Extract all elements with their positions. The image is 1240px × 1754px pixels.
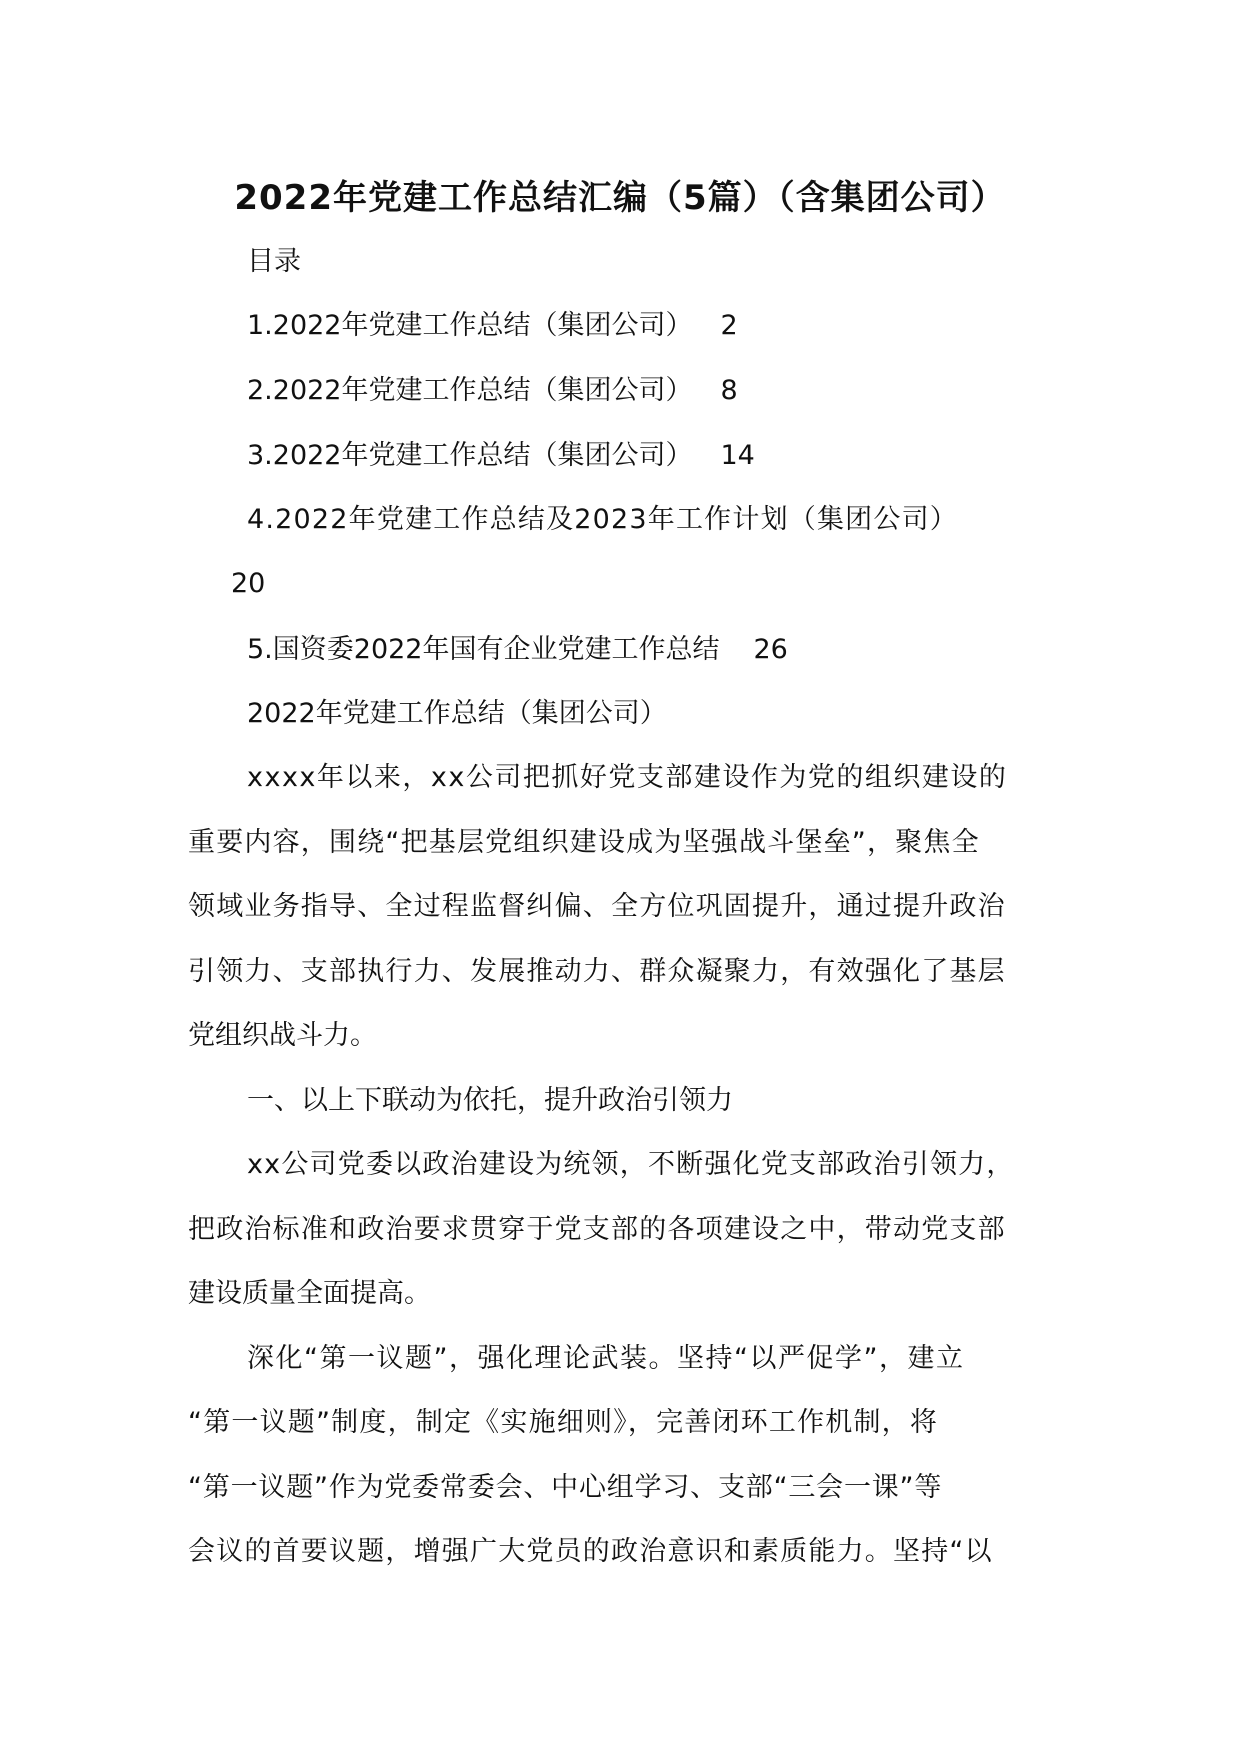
toc-entry-label: 3.2022年党建工作总结（集团公司） [247, 440, 693, 471]
section-title: 2022年党建工作总结（集团公司） [247, 698, 667, 729]
toc-entry-page-wrapped: 20 [231, 568, 266, 599]
paragraph-line: 会议的首要议题，增强广大党员的政治意识和素质能力。坚持“以 [188, 1536, 993, 1567]
paragraph-line: 把政治标准和政治要求贯穿于党支部的各项建设之中，带动党支部 [188, 1214, 1006, 1245]
paragraph-line: xx公司党委以政治建设为统领，不断强化党支部政治引领力， [247, 1149, 1015, 1180]
toc-entry-label: 1.2022年党建工作总结（集团公司） [247, 310, 693, 341]
toc-entry-label: 4.2022年党建工作总结及2023年工作计划（集团公司） [247, 504, 958, 535]
paragraph-line: 深化“第一议题”，强化理论武装。坚持“以严促学”，建立 [247, 1343, 965, 1374]
paragraph-line: xxxx年以来，xx公司把抓好党支部建设作为党的组织建设的 [247, 762, 1008, 793]
section-heading: 一、以上下联动为依托，提升政治引领力 [247, 1085, 733, 1116]
toc-heading: 目录 [247, 246, 301, 277]
toc-entry[interactable] [247, 630, 788, 670]
toc-entry[interactable] [247, 436, 755, 476]
paragraph-line: 引领力、支部执行力、发展推动力、群众凝聚力，有效强化了基层 [188, 956, 1006, 987]
toc-entry[interactable] [247, 371, 738, 411]
toc-entry-label: 2.2022年党建工作总结（集团公司） [247, 375, 693, 406]
paragraph-line: 党组织战斗力。 [188, 1020, 377, 1051]
paragraph-line: “第一议题”制度，制定《实施细则》，完善闭环工作机制，将 [188, 1407, 939, 1438]
toc-entry-page: 8 [720, 375, 738, 406]
toc-entry[interactable] [247, 500, 958, 540]
paragraph-line: “第一议题”作为党委常委会、中心组学习、支部“三会一课”等 [188, 1472, 943, 1503]
toc-entry-page: 2 [720, 310, 738, 341]
paragraph-line: 重要内容，围绕“把基层党组织建设成为坚强战斗堡垒”，聚焦全 [188, 827, 980, 858]
toc-entry-page: 14 [720, 440, 755, 471]
paragraph-line: 建设质量全面提高。 [188, 1278, 431, 1309]
toc-entry-page: 26 [753, 634, 788, 665]
paragraph-line: 领域业务指导、全过程监督纠偏、全方位巩固提升，通过提升政治 [188, 891, 1006, 922]
toc-entry-label: 5.国资委2022年国有企业党建工作总结 [247, 634, 720, 665]
toc-entry[interactable] [247, 306, 738, 346]
document-title: 2022年党建工作总结汇编（5篇）（含集团公司） [234, 178, 1006, 218]
